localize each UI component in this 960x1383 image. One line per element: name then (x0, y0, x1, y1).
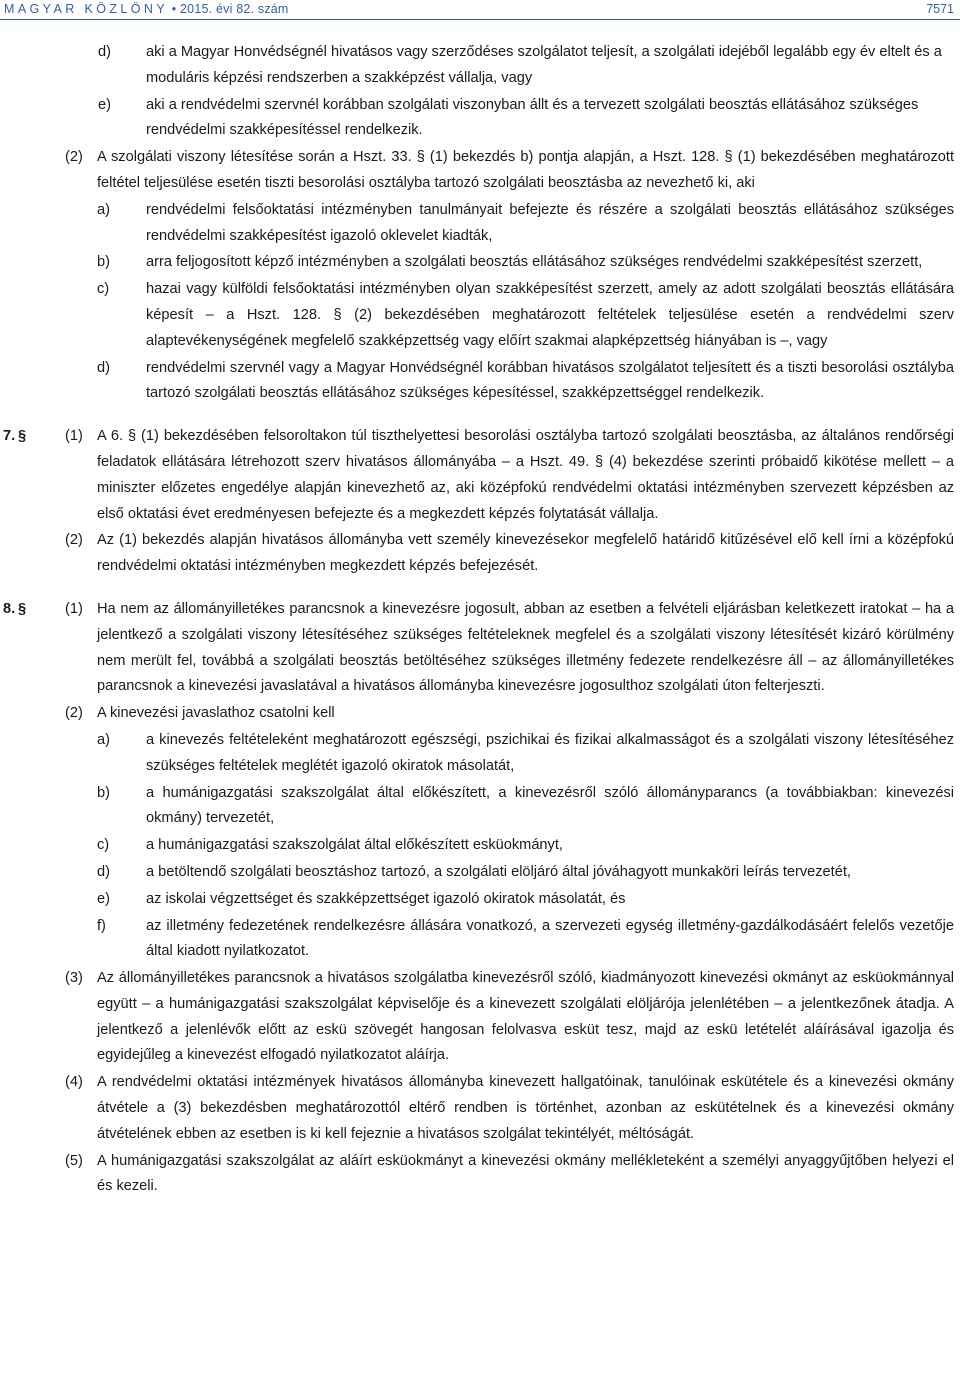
list-item (97, 198, 954, 250)
list-item (97, 860, 954, 886)
section-sign: § (18, 428, 27, 445)
item-label: f) (97, 917, 106, 934)
list-item (97, 728, 954, 780)
item-text: arra feljogosított képző intézményben a szolgálati beosztás ellátásához szükséges rendvédelmi szakképesítést szerzett, (146, 254, 923, 271)
section-number: 8. (3, 600, 16, 617)
document-body (0, 40, 960, 1201)
item-label: b) (97, 784, 110, 801)
section-7-paragraph-1 (3, 424, 954, 527)
list-item (97, 277, 954, 354)
paragraph-label: (2) (65, 705, 83, 722)
paragraph-text: A szolgálati viszony létesítése során a Hszt. 33. § (1) bekezdés b) pontja alapján, a Hszt. 128. § (1) bekezdésében meghatározott feltétel teljesülése esetén tiszti besorolási osztályba tartozó szolgálati beosztásba az nevezhető ki, aki (97, 149, 954, 191)
section-8-paragraph-1 (3, 597, 954, 700)
section-7-paragraph-2 (65, 528, 954, 580)
section-8-paragraph-2 (65, 701, 954, 727)
paragraph (65, 145, 954, 197)
paragraph-label: (4) (65, 1074, 83, 1091)
paragraph-text: A rendvédelmi oktatási intézmények hivatásos állományba kinevezett hallgatóinak, tanulóinak eskütétele és a kinevezési okmány átvétele a (3) bekezdésben meghatározottól eltérő rendben is történhet, azonban az eskütételnek és a kinevezési okmány átvételének ebben az esetben is ki kell fejeznie a hivatásos szolgálat tekintélyét, méltóságát. (97, 1074, 954, 1142)
item-text: hazai vagy külföldi felsőoktatási intézményben olyan szakképesítést szerzett, amely az adott szolgálati beosztás ellátására képesít – a Hszt. 128. § (2) bekezdésében meghatározott feltételek teljesülése esetén a rendvédelmi szerv alaptevékenységének megfelelő szakképzettség vagy előírt szakmai alapképzettség hiányában is –, vagy (146, 281, 954, 349)
list-item (97, 356, 954, 408)
item-label: e) (97, 890, 110, 907)
list-item (98, 93, 954, 145)
section-8-paragraph-4 (65, 1070, 954, 1147)
paragraph-text: Az (1) bekezdés alapján hivatásos állományba vett személy kinevezésekor megfelelő határidő kitűzésével elő kell írni a középfokú rendvédelmi oktatási intézményben megkezdett képzés befejezését. (97, 532, 954, 575)
section-gap (0, 408, 960, 424)
paragraph-text: A kinevezési javaslathoz csatolni kell (97, 705, 335, 722)
paragraph-label: (1) (65, 600, 83, 617)
item-label: e) (98, 96, 111, 113)
item-text: rendvédelmi felsőoktatási intézményben tanulmányait befejezte és részére a szolgálati beosztás ellátásához szükséges rendvédelmi szakképesítést igazoló oklevelet kiadták, (146, 201, 954, 244)
item-label: c) (97, 837, 110, 854)
header-left (4, 0, 289, 18)
item-text: az iskolai végzettséget és szakképzettséget igazoló okiratok másolatát, és (146, 890, 626, 907)
item-label: d) (98, 44, 111, 60)
section-8-paragraph-3 (65, 966, 954, 1069)
list-item (97, 833, 954, 859)
paragraph-label: (5) (65, 1152, 83, 1169)
item-text: aki a rendvédelmi szervnél korábban szolgálati viszonyban állt és a tervezett szolgálati beosztás ellátásához szükséges rendvédelmi szakképesítéssel rendelkezik. (146, 96, 919, 139)
paragraph-text: A 6. § (1) bekezdésében felsoroltakon túl tiszthelyettesi besorolási osztályba tartozó szolgálati beosztásba, az általános rendőrségi feladatok ellátására létrehozott szerv hivatásos állományába – a Hszt. 49. § (4) bekezdése szerinti próbaidő kikötése mellett – a miniszter előzetes engedélye alapján kinevezhető az, aki középfokú rendvédelmi oktatási intézményben szervezett képzésben az első oktatási évet eredményesen befejezte és a megkezdett képzés folytatását vállalja. (97, 428, 954, 522)
section-number: 7. (3, 428, 16, 445)
item-label: d) (97, 863, 110, 880)
paragraph-label: (2) (65, 532, 83, 549)
item-label: d) (97, 359, 110, 376)
section-sign: § (18, 600, 27, 617)
paragraph-text: A humánigazgatási szakszolgálat az aláírt esküokmányt a kinevezési okmány mellékleteként a személyi anyaggyűjtőben helyezi el és kezeli. (97, 1152, 954, 1195)
item-label: b) (97, 254, 110, 271)
item-text: az illetmény fedezetének rendelkezésre állására vonatkozó, a szervezeti egység illetmény-gazdálkodásáért felelős vezetője által kiadott nyilatkozatot. (146, 917, 954, 960)
item-text: a humánigazgatási szakszolgálat által előkészített, a kinevezésről szóló állományparancs (a továbbiakban: kinevezési okmány) tervezetét, (146, 784, 954, 827)
item-text: aki a Magyar Honvédségnél hivatásos vagy szerződéses szolgálatot teljesít, a szolgálati idejéből legalább egy év eltelt és a moduláris képzési rendszerben a szakképzést vállalja, vagy (146, 44, 942, 86)
header-separator: • (171, 2, 177, 16)
section-gap (0, 581, 960, 597)
paragraph-text: Ha nem az állományilletékes parancsnok a kinevezésre jogosult, abban az esetben a felvételi eljárásban keletkezett iratokat – ha a jelentkező a szolgálati viszony létesítéséhez szükséges feltételeknek megfelel és a szolgálati viszony létesítését kizáró körülmény nem merült fel, továbbá a szolgálati beosztás betöltéséhez szükséges illetmény fedezete rendelkezésre áll – az állományilletékes parancsnok a kinevezési javaslatával a hivatásos állományba kinevezésre jogosulthoz szolgálati úton felterjeszti. (97, 600, 954, 695)
item-text: a betöltendő szolgálati beosztáshoz tartozó, a szolgálati elöljáró által jóváhagyott munkaköri leírás tervezetét, (146, 863, 851, 880)
publication-title: MAGYAR KÖZLÖNY (4, 2, 169, 16)
paragraph-label: (1) (65, 428, 83, 445)
list-item (97, 781, 954, 833)
paragraph-label: (3) (65, 970, 83, 987)
item-label: c) (97, 281, 110, 298)
paragraph-label: (2) (65, 149, 83, 166)
page-header (0, 0, 960, 18)
paragraph-text: Az állományilletékes parancsnok a hivatásos szolgálatba kinevezésről szóló, kiadmányozott kinevezési okmányt az esküokmánnyal együtt – a humánigazgatási szakszolgálat képviselője és a kinevezett szolgálati elöljárója jelenlétében – a jelentkezőnek átadja. A jelentkező a jelenlévők előtt az eskü szövegét hangosan felolvasva esküt tesz, majd az eskü letételét aláírásával igazolja és egyidejűleg a kinevezést elfogadó nyilatkozatot aláírja. (97, 970, 954, 1064)
list-item (97, 914, 954, 966)
item-label: a) (97, 201, 110, 218)
item-text: a kinevezés feltételeként meghatározott egészségi, pszichikai és fizikai alkalmasságot és a szolgálati viszony létesítéséhez szükséges feltételek meglétét igazoló okiratok másolatát, (146, 731, 954, 774)
item-text: rendvédelmi szervnél vagy a Magyar Honvédségnél korábban hivatásos szolgálatot teljesített és a tiszti besorolási osztályba tartozó szolgálati beosztás ellátásához szükséges képesítéssel, szakképzettséggel rendelkezik. (146, 359, 954, 402)
header-rule (0, 19, 960, 20)
list-item (97, 887, 954, 913)
item-label: a) (97, 731, 110, 748)
list-item (98, 40, 954, 92)
issue-label: 2015. évi 82. szám (180, 2, 289, 16)
item-text: a humánigazgatási szakszolgálat által előkészített esküokmányt, (146, 837, 563, 854)
section-8-paragraph-5 (65, 1149, 954, 1201)
list-item (97, 250, 954, 276)
page-number: 7571 (926, 2, 954, 16)
